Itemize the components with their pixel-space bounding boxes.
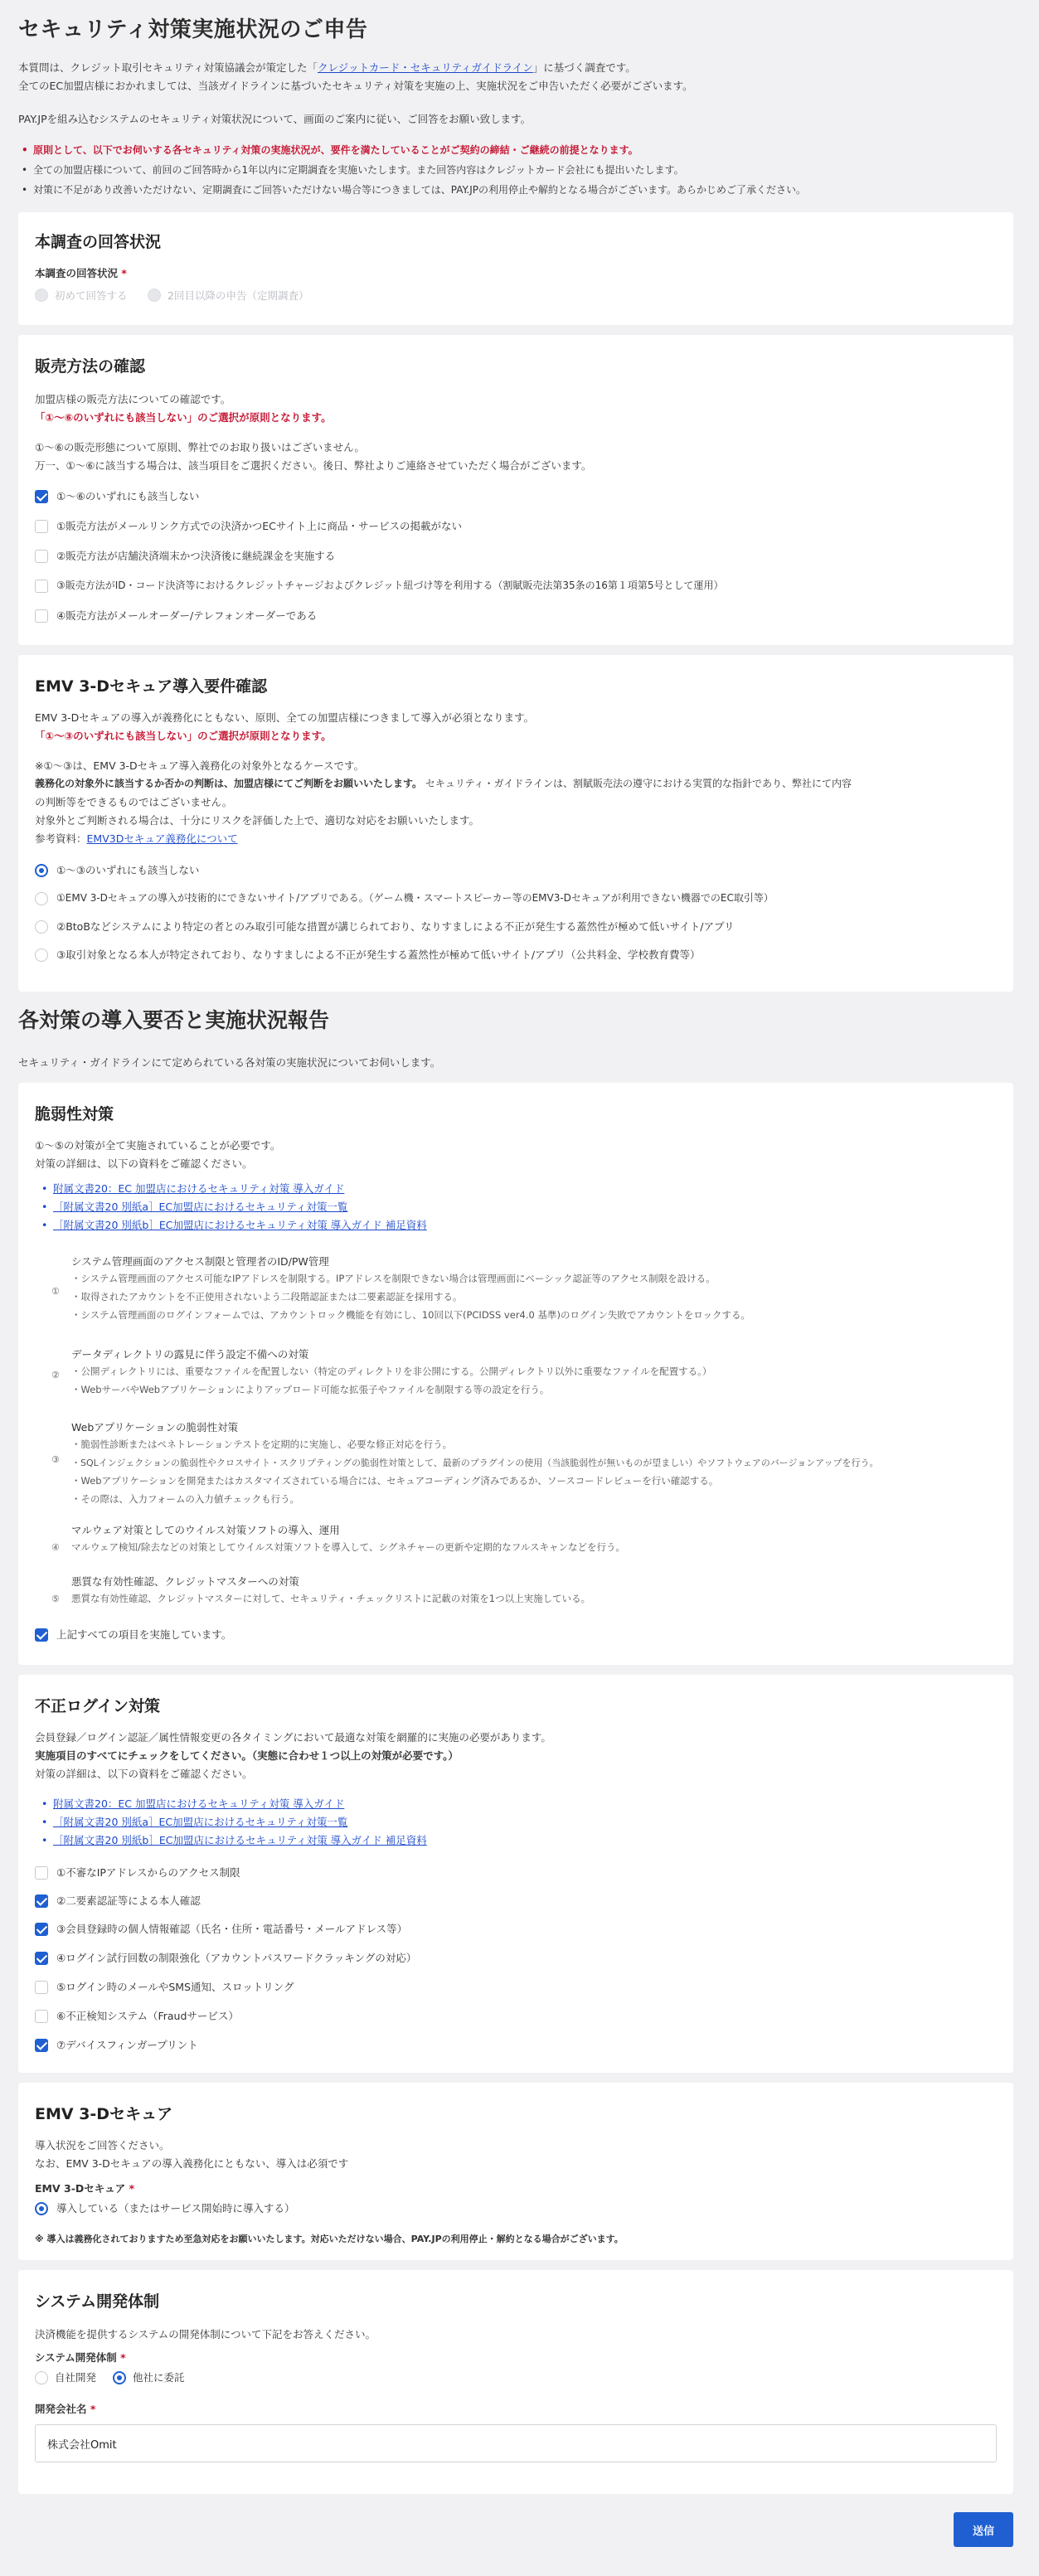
- vuln-item-5-line-1: 悪質な有効性確認、クレジットマスターに対して、セキュリティ・チェックリストに記載の対策を1つ以上実施している。: [71, 1593, 591, 1604]
- vuln-item-3-line-3: ・Webアプリケーションを開発またはカスタマイズされている場合には、セキュアコーディング済みであるか、ソースコードレビューを行い確認する。: [71, 1475, 719, 1487]
- fraud-option-4-checkbox[interactable]: [35, 1952, 48, 1965]
- emv-req-option-2-radio[interactable]: [35, 920, 48, 934]
- sales-option-4-label: ④販売方法がメールオーダー/テレフォンオーダーである: [56, 609, 318, 622]
- fraud-option-4-label: ④ログイン試行回数の制限強化（アカウントパスワードクラッキングの対応）: [56, 1952, 417, 1964]
- radio-first-time[interactable]: [35, 289, 48, 302]
- sales-method-desc-3: ①〜⑥の販売形態について原則、弊社でのお取り扱いはございません。: [35, 441, 365, 454]
- vuln-item-1-line-1: ・システム管理画面のアクセス可能なIPアドレスを制限する。IPアドレスを制限できない場合は管理画面にベーシック認証等のアクセス制限を設ける。: [71, 1273, 716, 1284]
- emv-field-label-text: EMV 3-Dセキュア: [35, 2182, 126, 2195]
- sales-method-heading: 販売方法の確認: [35, 357, 146, 376]
- vuln-item-1-number: ①: [51, 1286, 60, 1297]
- sales-method-desc-1: 加盟店様の販売方法についての確認です。: [35, 393, 231, 405]
- sales-option-1-label: ①販売方法がメールリンク方式での決済かつECサイト上に商品・サービスの掲載がない: [56, 520, 462, 532]
- vuln-doc-link-1[interactable]: • 附属文書20：EC 加盟店におけるセキュリティ対策 導入ガイド: [53, 1181, 344, 1196]
- fraud-option-1-checkbox[interactable]: [35, 1866, 48, 1880]
- vuln-desc-1: ①〜⑤の対策が全て実施されていることが必要です。: [35, 1139, 281, 1152]
- required-mark: *: [121, 267, 127, 279]
- emv-req-desc-4-rest: セキュリティ・ガイドラインは、割賦販売法の遵守における実質的な指針であり、弊社にて内容: [425, 778, 852, 789]
- fraud-option-7-checkbox[interactable]: [35, 2039, 48, 2052]
- fraud-option-3-checkbox[interactable]: [35, 1923, 48, 1936]
- fraud-option-2-label: ②二要素認証等による本人確認: [56, 1894, 201, 1907]
- vuln-item-3-line-4: ・その際は、入力フォームの入力値チェックも行う。: [71, 1493, 300, 1505]
- answer-status-card: [18, 212, 1013, 325]
- company-name-input[interactable]: [35, 2424, 997, 2462]
- emv-req-ref-label: 参考資料：: [35, 832, 87, 845]
- vuln-item-2-title: データディレクトリの露見に伴う設定不備への対策: [71, 1348, 309, 1361]
- company-name-label: [35, 2401, 95, 2417]
- emv-req-desc-4: [35, 776, 852, 792]
- emv-req-option-1-label: ①EMV 3-Dセキュアの導入が技術的にできないサイト/アプリである。（ゲーム機・スマートスピーカー等のEMV3-Dセキュアが利用できない機器でのEC取引等）: [56, 892, 774, 904]
- intro-line-3: PAY.JPを組み込むシステムのセキュリティ対策状況について、画面のご案内に従い、ご回答をお願い致します。: [18, 113, 532, 125]
- section-measures-heading: 各対策の導入要否と実施状況報告: [18, 1008, 330, 1032]
- sales-method-desc-2: 「①〜⑥のいずれにも該当しない」のご選択が原則となります。: [35, 411, 332, 424]
- vuln-item-1-line-2: ・取得されたアカウントを不正使用されないよう二段階認証または二要素認証を採用する。: [71, 1291, 463, 1303]
- fraud-doc-link-2[interactable]: • ［附属文書20 別紙a］EC加盟店におけるセキュリティ対策一覧: [53, 1814, 347, 1830]
- vuln-item-5-title: 悪質な有効性確認、クレジットマスターへの対策: [71, 1575, 299, 1588]
- required-mark: *: [129, 2182, 135, 2195]
- fraud-option-7-label: ⑦デバイスフィンガープリント: [56, 2039, 198, 2051]
- vuln-confirm-checkbox[interactable]: [35, 1628, 48, 1642]
- emv-req-desc-3: ※①〜③は、EMV 3-Dセキュア導入義務化の対象外となるケースです。: [35, 759, 365, 772]
- emv-req-option-1-radio[interactable]: [35, 892, 48, 905]
- intro-bullet-2: • 全ての加盟店様について、前回のご回答時から1年以内に定期調査を実施いたします。また回答内容はクレジットカード会社にも提出いたします。: [33, 163, 684, 178]
- vuln-item-3-title: Webアプリケーションの脆弱性対策: [71, 1421, 239, 1434]
- radio-first-time-label: 初めて回答する: [55, 289, 128, 302]
- vuln-item-3-line-2: ・SQLインジェクションの脆弱性やクロスサイト・スクリプティングの脆弱性対策として、最新のプラグインの使用（当該脆弱性が無いものが望ましい）やソフトウェアのバージョンアップを行う。: [71, 1458, 879, 1468]
- fraud-desc-2: 実施項目のすべてにチェックをしてください。（実態に合わせ１つ以上の対策が必要です。）: [35, 1749, 459, 1762]
- vuln-item-2-line-2: ・WebサーバやWebアプリケーションによりアップロード可能な拡張子やファイルを制限する等の設定を行う。: [71, 1384, 550, 1395]
- fraud-login-heading: 不正ログイン対策: [35, 1697, 161, 1715]
- sales-option-none-checkbox[interactable]: [35, 490, 48, 503]
- dev-system-field-label-text: システム開発体制: [35, 2351, 117, 2364]
- emv-req-option-none-radio[interactable]: [35, 864, 48, 877]
- section-measures-desc: セキュリティ・ガイドラインにて定められている各対策の実施状況についてお伺いします。: [18, 1056, 441, 1069]
- sales-option-3-label: ③販売方法がID・コード決済等におけるクレジットチャージおよびクレジット紐づけ等を利用する（割賦販売法第35条の16第１項第5号として運用）: [56, 580, 724, 591]
- dev-outsourced-label: 他社に委託: [133, 2371, 185, 2384]
- emv-implemented-radio[interactable]: [35, 2202, 48, 2215]
- dev-system-desc: 決済機能を提供するシステムの開発体制について下記をお答えください。: [35, 2328, 376, 2341]
- fraud-doc-link-3[interactable]: • ［附属文書20 別紙b］EC加盟店におけるセキュリティ対策 導入ガイド 補足資料: [53, 1832, 427, 1848]
- dev-system-heading: システム開発体制: [35, 2292, 160, 2311]
- required-mark: *: [120, 2351, 126, 2364]
- emv-requirement-card: [18, 655, 1013, 992]
- vuln-doc-link-2[interactable]: • ［附属文書20 別紙a］EC加盟店におけるセキュリティ対策一覧: [53, 1199, 347, 1215]
- vuln-item-5-number: ⑤: [51, 1594, 60, 1604]
- vuln-item-4-title: マルウェア対策としてのウイルス対策ソフトの導入、運用: [71, 1524, 340, 1536]
- fraud-option-3-label: ③会員登録時の個人情報確認（氏名・住所・電話番号・メールアドレス等）: [56, 1923, 408, 1935]
- emv-requirement-heading: EMV 3-Dセキュア導入要件確認: [35, 677, 268, 696]
- emv-desc-2: なお、EMV 3-Dセキュアの導入義務化にともない、導入は必須です: [35, 2157, 349, 2170]
- emv-mandate-link[interactable]: EMV3Dセキュア義務化について: [86, 832, 238, 845]
- emv-heading: EMV 3-Dセキュア: [35, 2105, 173, 2123]
- intro-line-1-post: 」に基づく調査です。: [532, 61, 636, 74]
- sales-method-card: [18, 335, 1013, 645]
- fraud-option-5-checkbox[interactable]: [35, 1981, 48, 1994]
- page-title: セキュリティ対策実施状況のご申告: [18, 17, 368, 42]
- emv-note: ※ 導入は義務化されておりますため至急対応をお願いいたします。対応いただけない場合、PAY.JPの利用停止・解約となる場合がございます。: [35, 2234, 624, 2244]
- fraud-option-6-checkbox[interactable]: [35, 2010, 48, 2023]
- emv-req-desc-5: の判断等をできるものではございません。: [35, 796, 233, 808]
- sales-method-desc-4: 万一、①〜⑥に該当する場合は、該当項目をご選択ください。後日、弊社よりご連絡させていただく場合がございます。: [35, 459, 592, 472]
- vuln-confirm-label: 上記すべての項目を実施しています。: [56, 1628, 232, 1641]
- vulnerability-heading: 脆弱性対策: [35, 1105, 114, 1123]
- sales-option-4-checkbox[interactable]: [35, 609, 48, 623]
- sales-option-1-checkbox[interactable]: [35, 520, 48, 533]
- sales-option-2-label: ②販売方法が店舗決済端末かつ決済後に継続課金を実施する: [56, 550, 336, 562]
- required-mark: *: [90, 2403, 96, 2415]
- sales-option-2-checkbox[interactable]: [35, 550, 48, 563]
- emv-req-option-none-label: ①〜③のいずれにも該当しない: [56, 864, 200, 876]
- vuln-item-2-number: ②: [51, 1370, 60, 1380]
- vuln-desc-2: 対策の詳細は、以下の資料をご確認ください。: [35, 1157, 253, 1170]
- dev-inhouse-label: 自社開発: [55, 2371, 97, 2384]
- radio-periodic-label: 2回目以降の申告（定期調査）: [168, 289, 309, 302]
- fraud-doc-link-1[interactable]: • 附属文書20：EC 加盟店におけるセキュリティ対策 導入ガイド: [53, 1796, 344, 1812]
- intro-bullet-3: • 対策に不足があり改善いただけない、定期調査にご回答いただけない場合等につきましては、PAY.JPの利用停止や解約となる場合がございます。あらかじめご了承ください。: [33, 182, 806, 198]
- vuln-item-2-line-1: ・公開ディレクトリには、重要なファイルを配置しない（特定のディレクトリを非公開にする。公開ディレクトリ以外に重要なファイルを配置する。）: [71, 1366, 712, 1377]
- emv-req-option-2-label: ②BtoBなどシステムにより特定の者とのみ取引可能な措置が講じられており、なりすましによる不正が発生する蓋然性が極めて低いサイト/アプリ: [56, 920, 735, 933]
- emv-desc-1: 導入状況をご回答ください。: [35, 2139, 170, 2152]
- dev-inhouse-radio[interactable]: [35, 2371, 48, 2384]
- emv-req-desc-6: 対象外とご判断される場合は、十分にリスクを評価した上で、適切な対応をお願いいたします。: [35, 814, 480, 827]
- radio-periodic[interactable]: [148, 289, 161, 302]
- fraud-option-2-checkbox[interactable]: [35, 1894, 48, 1908]
- submit-button[interactable]: 送信: [954, 2512, 1013, 2547]
- intro-line-2: 全てのEC加盟店様におかれましては、当該ガイドラインに基づいたセキュリティ対策を実施の上、実施状況をご申告いただく必要がございます。: [18, 80, 693, 92]
- fraud-option-1-label: ①不審なIPアドレスからのアクセス制限: [56, 1866, 240, 1879]
- vuln-item-1-title: システム管理画面のアクセス制限と管理者のID/PW管理: [71, 1255, 329, 1268]
- emv-implemented-label: 導入している（またはサービス開始時に導入する）: [56, 2202, 295, 2215]
- fraud-option-6-label: ⑥不正検知システム（Fraudサービス）: [56, 2010, 239, 2022]
- guideline-link[interactable]: クレジットカード・セキュリティガイドライン: [317, 61, 533, 74]
- answer-status-label-text: 本調査の回答状況: [35, 267, 119, 279]
- vuln-doc-link-3[interactable]: • ［附属文書20 別紙b］EC加盟店におけるセキュリティ対策 導入ガイド 補足資料: [53, 1217, 427, 1233]
- emv-card: [18, 2083, 1013, 2260]
- emv-req-option-3-radio[interactable]: [35, 948, 48, 962]
- emv-req-desc-2: 「①〜③のいずれにも該当しない」のご選択が原則となります。: [35, 730, 332, 742]
- intro-bullet-1: • 原則として、以下でお伺いする各セキュリティ対策の実施状況が、要件を満たしていることがご契約の締結・ご継続の前提となります。: [33, 143, 638, 158]
- emv-req-option-3-label: ③取引対象となる本人が特定されており、なりすましによる不正が発生する蓋然性が極めて低いサイト/アプリ（公共料金、学校教育費等）: [56, 948, 701, 961]
- vuln-item-3-line-1: ・脆弱性診断またはペネトレーションテストを定期的に実施し、必要な修正対応を行う。: [71, 1438, 453, 1450]
- vulnerability-card: [18, 1083, 1013, 1665]
- company-name-label-text: 開発会社名: [35, 2403, 87, 2415]
- intro-line-1-pre: 本質問は、クレジット取引セキュリティ対策協議会が策定した「: [18, 61, 318, 74]
- dev-system-field-label: [35, 2350, 126, 2365]
- sales-option-none-label: ①〜⑥のいずれにも該当しない: [56, 490, 200, 502]
- fraud-desc-3: 対策の詳細は、以下の資料をご確認ください。: [35, 1768, 253, 1780]
- fraud-desc-1: 会員登録／ログイン認証／属性情報変更の各タイミングにおいて最適な対策を網羅的に実施の必要があります。: [35, 1731, 551, 1744]
- emv-req-desc-1: EMV 3-Dセキュアの導入が義務化にともない、原則、全ての加盟店様につきまして導入が必須となります。: [35, 711, 535, 724]
- vuln-item-4-line-1: マルウェア検知/除去などの対策としてウイルス対策ソフトを導入して、シグネチャーの更新や定期的なフルスキャンなどを行う。: [71, 1541, 625, 1553]
- fraud-login-card: [18, 1675, 1013, 2073]
- answer-status-label: [35, 265, 127, 281]
- fraud-option-5-label: ⑤ログイン時のメールやSMS通知、スロットリング: [56, 1981, 294, 1993]
- emv-field-label: [35, 2181, 134, 2196]
- dev-system-card: [18, 2270, 1013, 2494]
- sales-option-3-checkbox[interactable]: [35, 580, 48, 593]
- emv-req-ref: [35, 831, 238, 847]
- vuln-item-4-number: ④: [51, 1542, 60, 1553]
- intro-line-1: [18, 60, 636, 75]
- answer-status-heading: 本調査の回答状況: [35, 233, 162, 251]
- vuln-item-3-number: ③: [51, 1454, 60, 1465]
- dev-outsourced-radio[interactable]: [113, 2371, 126, 2384]
- vuln-item-1-line-3: ・システム管理画面のログインフォームでは、アカウントロック機能を有効にし、10回以下(PCIDSS ver4.0 基準)のログイン失敗でアカウントをロックする。: [71, 1309, 751, 1321]
- emv-req-desc-4-bold: 義務化の対象外に該当するか否かの判断は、加盟店様にてご判断をお願いいたします。: [35, 778, 423, 789]
